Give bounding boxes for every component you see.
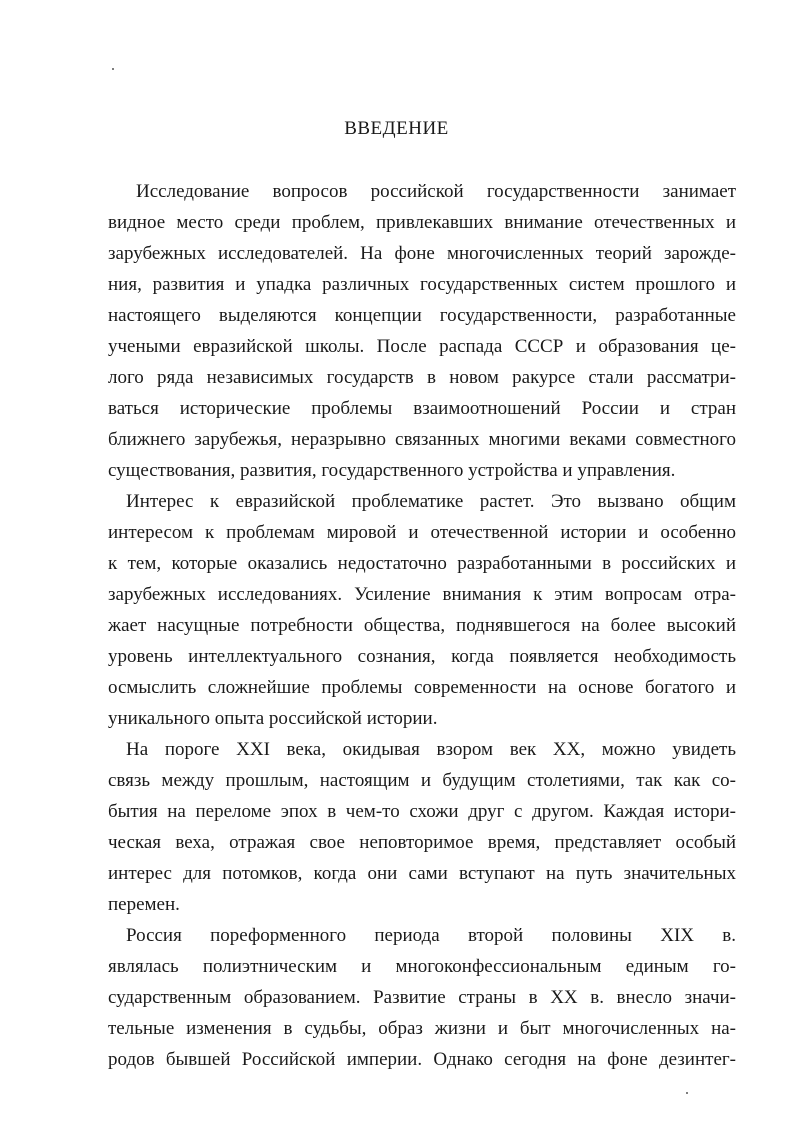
text-line: зарубежных исследователей. На фоне многочисленных теорий зарожде- <box>108 243 736 264</box>
text-line: являлась полиэтническим и многоконфессиональным единым го- <box>108 956 736 977</box>
text-line: осмыслить сложнейшие проблемы современности на основе богатого и <box>108 677 736 698</box>
text-line: уникального опыта российской истории. <box>108 708 438 729</box>
text-line: ваться исторические проблемы взаимоотношений России и стран <box>108 398 736 419</box>
text-line: Интерес к евразийской проблематике растет. Это вызвано общим <box>126 491 736 512</box>
text-line: ния, развития и упадка различных государственных систем прошлого и <box>108 274 736 295</box>
text-line: родов бывшей Российской империи. Однако сегодня на фоне дезинтег- <box>108 1049 736 1070</box>
body-text <box>108 176 736 1075</box>
text-line: видное место среди проблем, привлекавших внимание отечественных и <box>108 212 736 233</box>
text-line: связь между прошлым, настоящим и будущим столетиями, так как со- <box>108 770 736 791</box>
text-line: интересом к проблемам мировой и отечественной истории и особенно <box>108 522 736 543</box>
text-line: жает насущные потребности общества, поднявшегося на более высокий <box>108 615 736 636</box>
scan-speck <box>686 1092 688 1094</box>
text-line: настоящего выделяются концепции государственности, разработанные <box>108 305 736 326</box>
text-line: тельные изменения в судьбы, образ жизни и быт многочисленных на- <box>108 1018 736 1039</box>
text-line: сударственным образованием. Развитие страны в XX в. внесло значи- <box>108 987 736 1008</box>
text-line: На пороге XXI века, окидывая взором век XX, можно увидеть <box>126 739 736 760</box>
text-line: Исследование вопросов российской государственности занимает <box>136 181 736 202</box>
text-line: ческая веха, отражая свое неповторимое время, представляет особый <box>108 832 736 853</box>
text-line: Россия пореформенного периода второй половины XIX в. <box>126 925 736 946</box>
text-line: к тем, которые оказались недостаточно разработанными в российских и <box>108 553 736 574</box>
scan-speck <box>112 68 114 70</box>
text-line: лого ряда независимых государств в новом ракурсе стали рассматри- <box>108 367 736 388</box>
text-line: учеными евразийской школы. После распада СССР и образования це- <box>108 336 736 357</box>
text-line: бытия на переломе эпох в чем-то схожи друг с другом. Каждая истори- <box>108 801 736 822</box>
text-line: перемен. <box>108 894 180 915</box>
page-title: ВВЕДЕНИЕ <box>344 118 449 139</box>
text-line: уровень интеллектуального сознания, когда появляется необходимость <box>108 646 736 667</box>
text-line: существования, развития, государственного устройства и управления. <box>108 460 676 481</box>
text-line: зарубежных исследованиях. Усиление внимания к этим вопросам отра- <box>108 584 736 605</box>
text-line: ближнего зарубежья, неразрывно связанных многими веками совместного <box>108 429 736 450</box>
text-line: интерес для потомков, когда они сами вступают на путь значительных <box>108 863 736 884</box>
